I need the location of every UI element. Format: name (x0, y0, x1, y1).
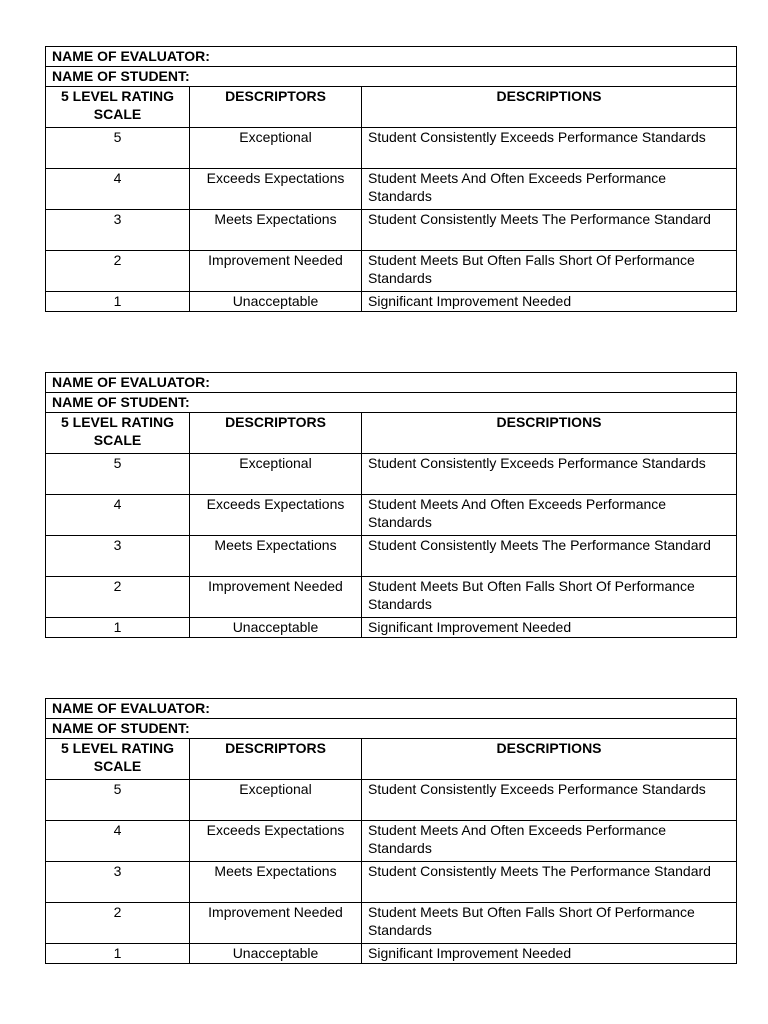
rating-level: 3 (46, 536, 190, 577)
evaluator-label: NAME OF EVALUATOR: (46, 699, 737, 719)
description: Student Meets But Often Falls Short Of Performance Standards (362, 577, 737, 618)
student-row (46, 67, 737, 87)
table-row (46, 454, 737, 495)
header-row (46, 413, 737, 454)
description: Student Consistently Exceeds Performance Standards (362, 454, 737, 495)
table-row (46, 210, 737, 251)
descriptor: Unacceptable (190, 618, 362, 638)
description: Student Meets And Often Exceeds Performance Standards (362, 169, 737, 210)
descriptor: Exceeds Expectations (190, 821, 362, 862)
descriptor: Exceptional (190, 780, 362, 821)
table-row (46, 862, 737, 903)
header-descriptions: DESCRIPTIONS (362, 87, 737, 128)
header-descriptions: DESCRIPTIONS (362, 739, 737, 780)
student-label: NAME OF STUDENT: (46, 719, 737, 739)
description: Student Meets But Often Falls Short Of Performance Standards (362, 251, 737, 292)
header-descriptors: DESCRIPTORS (190, 413, 362, 454)
rating-level: 2 (46, 577, 190, 618)
description: Student Consistently Meets The Performance Standard (362, 536, 737, 577)
student-row (46, 719, 737, 739)
descriptor: Improvement Needed (190, 577, 362, 618)
evaluator-label: NAME OF EVALUATOR: (46, 47, 737, 67)
descriptor: Exceeds Expectations (190, 169, 362, 210)
rating-level: 3 (46, 210, 190, 251)
rating-level: 4 (46, 495, 190, 536)
description: Student Consistently Exceeds Performance Standards (362, 780, 737, 821)
descriptor: Improvement Needed (190, 251, 362, 292)
description: Student Consistently Meets The Performance Standard (362, 210, 737, 251)
header-rating-scale: 5 LEVEL RATING SCALE (46, 413, 190, 454)
table-row (46, 903, 737, 944)
rating-level: 4 (46, 169, 190, 210)
header-row (46, 87, 737, 128)
header-rating-scale: 5 LEVEL RATING SCALE (46, 739, 190, 780)
description: Student Consistently Meets The Performance Standard (362, 862, 737, 903)
rating-level: 3 (46, 862, 190, 903)
student-row (46, 393, 737, 413)
descriptor: Unacceptable (190, 944, 362, 964)
table-row (46, 944, 737, 964)
description: Significant Improvement Needed (362, 292, 737, 312)
descriptor: Meets Expectations (190, 536, 362, 577)
rubric-table-2 (45, 372, 737, 638)
evaluator-row (46, 373, 737, 393)
table-row (46, 618, 737, 638)
descriptor: Exceeds Expectations (190, 495, 362, 536)
rubric-table-1 (45, 46, 737, 312)
rating-level: 1 (46, 618, 190, 638)
header-descriptors: DESCRIPTORS (190, 87, 362, 128)
header-rating-scale: 5 LEVEL RATING SCALE (46, 87, 190, 128)
description: Student Meets But Often Falls Short Of Performance Standards (362, 903, 737, 944)
rating-level: 5 (46, 128, 190, 169)
table-row (46, 536, 737, 577)
description: Student Consistently Exceeds Performance Standards (362, 128, 737, 169)
evaluator-row (46, 699, 737, 719)
table-row (46, 292, 737, 312)
descriptor: Improvement Needed (190, 903, 362, 944)
descriptor: Meets Expectations (190, 210, 362, 251)
rating-level: 1 (46, 944, 190, 964)
table-row (46, 821, 737, 862)
student-label: NAME OF STUDENT: (46, 67, 737, 87)
description: Significant Improvement Needed (362, 944, 737, 964)
descriptor: Unacceptable (190, 292, 362, 312)
rating-level: 5 (46, 780, 190, 821)
description: Student Meets And Often Exceeds Performance Standards (362, 495, 737, 536)
header-descriptors: DESCRIPTORS (190, 739, 362, 780)
descriptor: Exceptional (190, 454, 362, 495)
table-row (46, 128, 737, 169)
table-row (46, 780, 737, 821)
table-row (46, 577, 737, 618)
descriptor: Meets Expectations (190, 862, 362, 903)
evaluator-label: NAME OF EVALUATOR: (46, 373, 737, 393)
rating-level: 4 (46, 821, 190, 862)
student-label: NAME OF STUDENT: (46, 393, 737, 413)
rating-level: 1 (46, 292, 190, 312)
rating-level: 2 (46, 903, 190, 944)
descriptor: Exceptional (190, 128, 362, 169)
rubric-table-3 (45, 698, 737, 964)
table-row (46, 251, 737, 292)
header-row (46, 739, 737, 780)
table-row (46, 495, 737, 536)
rating-level: 2 (46, 251, 190, 292)
header-descriptions: DESCRIPTIONS (362, 413, 737, 454)
rating-level: 5 (46, 454, 190, 495)
description: Student Meets And Often Exceeds Performance Standards (362, 821, 737, 862)
table-row (46, 169, 737, 210)
description: Significant Improvement Needed (362, 618, 737, 638)
evaluator-row (46, 47, 737, 67)
